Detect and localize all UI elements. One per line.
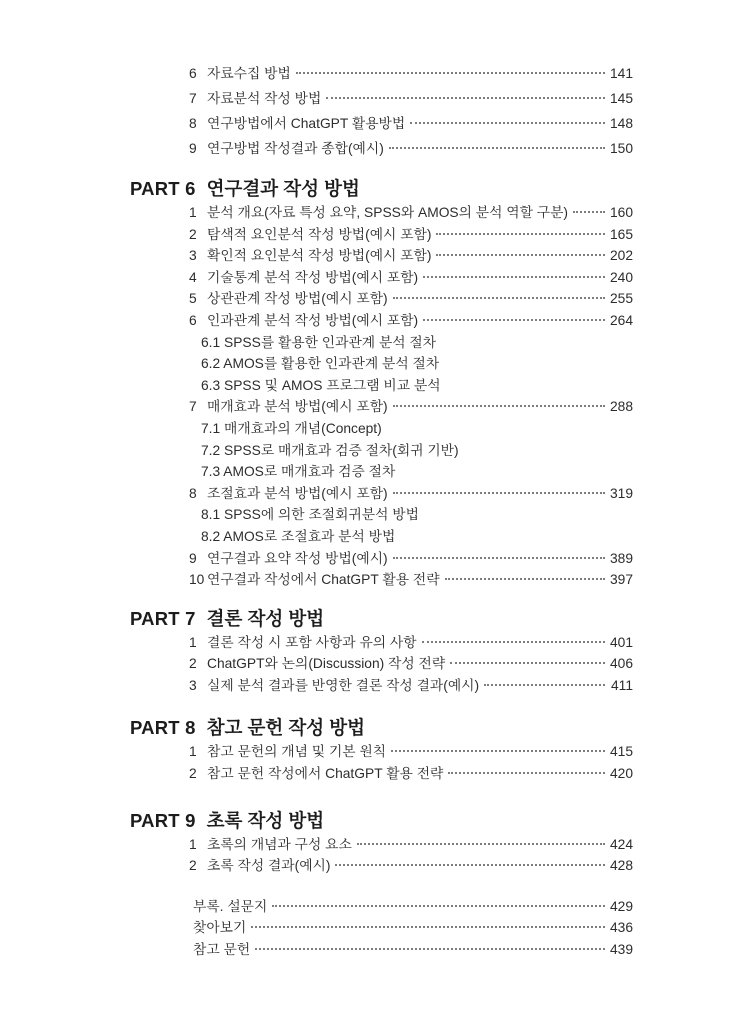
dot-leader	[335, 864, 605, 866]
entry-page: 401	[609, 634, 633, 650]
dot-leader	[436, 254, 605, 256]
toc-sub-entry	[130, 526, 633, 548]
dot-leader	[393, 492, 605, 494]
entry-title: 6.3 SPSS 및 AMOS 프로그램 비교 분석	[201, 377, 441, 393]
entry-title: 연구결과 요약 작성 방법(예시)	[207, 550, 388, 566]
dot-leader	[251, 926, 605, 928]
dot-leader	[423, 276, 605, 278]
entry-title: 인과관계 분석 작성 방법(예시 포함)	[207, 312, 419, 328]
entry-page: 436	[609, 920, 633, 936]
dot-leader	[393, 405, 605, 407]
entry-title: 분석 개요(자료 특성 요약, SPSS와 AMOS의 분석 역할 구분)	[207, 205, 569, 220]
entry-number: 5	[189, 291, 197, 307]
part-heading	[130, 807, 633, 834]
toc-entry	[130, 396, 633, 418]
entry-title: 초록의 개념과 구성 요소	[207, 836, 352, 852]
dot-leader	[326, 97, 605, 99]
toc-entry	[130, 310, 633, 332]
part-heading	[130, 605, 633, 632]
table-of-contents	[130, 61, 633, 961]
toc-entry	[130, 653, 633, 675]
part-label: PART 9	[130, 809, 196, 831]
dot-leader	[255, 948, 605, 950]
dot-leader	[410, 122, 605, 124]
entry-number: 9	[189, 550, 197, 566]
toc-sub-entry	[130, 353, 633, 375]
toc-entry	[130, 763, 633, 785]
toc-sub-entry	[130, 418, 633, 440]
entry-number: 8	[189, 116, 197, 131]
entry-title: 자료수집 방법	[207, 66, 291, 81]
entry-title: 참고 문헌의 개념 및 기본 원칙	[207, 744, 387, 760]
dot-leader	[391, 750, 605, 752]
entry-number: 3	[189, 677, 197, 693]
toc-entry	[130, 136, 633, 161]
entry-title: 참고 문헌 작성에서 ChatGPT 활용 전략	[207, 766, 444, 782]
toc-entry	[130, 834, 633, 856]
entry-title: 기술통계 분석 작성 방법(예시 포함)	[207, 269, 419, 285]
dot-leader	[448, 772, 605, 774]
part-heading	[130, 175, 633, 202]
toc-entry	[130, 288, 633, 310]
dot-leader	[422, 641, 605, 643]
dot-leader	[436, 233, 605, 235]
dot-leader	[296, 72, 605, 74]
dot-leader	[393, 297, 605, 299]
entry-title: 찾아보기	[193, 920, 247, 936]
dot-leader	[484, 684, 605, 686]
dot-leader	[393, 557, 605, 559]
entry-number: 3	[189, 248, 197, 264]
entry-title: 7.2 SPSS로 매개효과 검증 절차(회귀 기반)	[201, 442, 459, 458]
entry-page: 439	[609, 942, 633, 958]
entry-title: 실제 분석 결과를 반영한 결론 작성 결과(예시)	[207, 677, 480, 693]
entry-title: 조절효과 분석 방법(예시 포함)	[207, 485, 388, 501]
entry-title: 참고 문헌	[193, 942, 251, 958]
toc-section-part6	[130, 175, 633, 591]
entry-title: 결론 작성 시 포함 사항과 유의 사항	[207, 634, 417, 650]
entry-page: 428	[609, 858, 633, 874]
toc-entry	[130, 267, 633, 289]
dot-leader	[357, 843, 605, 845]
entry-page: 150	[609, 141, 633, 156]
entry-number: 7	[189, 91, 197, 106]
toc-entry	[130, 224, 633, 246]
entry-title: 탐색적 요인분석 작성 방법(예시 포함)	[207, 226, 432, 242]
entry-number: 2	[189, 656, 197, 672]
entry-page: 240	[609, 269, 633, 285]
entry-number: 1	[189, 634, 197, 650]
part-label: PART 7	[130, 607, 196, 629]
toc-section-part9	[130, 807, 633, 877]
entry-number: 7	[189, 399, 197, 415]
entry-number: 8	[189, 485, 197, 501]
entry-title: 7.1 매개효과의 개념(Concept)	[201, 420, 382, 436]
dot-leader	[389, 147, 605, 149]
dot-leader	[423, 319, 605, 321]
entry-number: 2	[189, 766, 197, 782]
entry-title: 연구방법에서 ChatGPT 활용방법	[207, 116, 406, 131]
toc-section-part7	[130, 605, 633, 697]
entry-page: 420	[609, 766, 633, 782]
entry-title: 자료분석 작성 방법	[207, 91, 322, 106]
entry-number: 6	[189, 66, 197, 81]
toc-entry	[130, 86, 633, 111]
entry-page: 165	[609, 226, 633, 242]
entry-title: 초록 작성 결과(예시)	[207, 858, 331, 874]
toc-entry	[130, 483, 633, 505]
entry-number: 1	[189, 744, 197, 760]
toc-entry	[130, 896, 633, 918]
toc-sub-entry	[130, 332, 633, 354]
entry-title: 7.3 AMOS로 매개효과 검증 절차	[201, 464, 396, 480]
toc-entry	[130, 111, 633, 136]
entry-page: 424	[609, 836, 633, 852]
entry-page: 255	[609, 291, 633, 307]
entry-page: 429	[609, 898, 633, 914]
toc-entry	[130, 548, 633, 570]
entry-number: 2	[189, 858, 197, 874]
toc-section-continuation	[130, 61, 633, 161]
entry-page: 397	[609, 572, 633, 588]
entry-title: 8.1 SPSS에 의한 조절회귀분석 방법	[201, 507, 419, 523]
part-title: 참고 문헌 작성 방법	[206, 717, 366, 739]
toc-entry	[130, 939, 633, 961]
entry-page: 160	[609, 205, 633, 220]
toc-section-back-matter	[130, 896, 633, 961]
toc-sub-entry	[130, 440, 633, 462]
toc-entry	[130, 917, 633, 939]
toc-entry	[130, 675, 633, 697]
entry-page: 415	[609, 744, 633, 760]
entry-page: 264	[609, 312, 633, 328]
entry-number: 10	[189, 572, 205, 588]
entry-title: 확인적 요인분석 작성 방법(예시 포함)	[207, 248, 432, 264]
entry-page: 411	[611, 677, 633, 693]
entry-page: 145	[609, 91, 633, 106]
toc-section-part8	[130, 714, 633, 784]
entry-title: 매개효과 분석 방법(예시 포함)	[207, 399, 388, 415]
part-heading	[130, 714, 633, 741]
entry-number: 4	[189, 269, 197, 285]
entry-number: 2	[189, 226, 197, 242]
dot-leader	[272, 905, 605, 907]
entry-title: 8.2 AMOS로 조절효과 분석 방법	[201, 528, 396, 544]
toc-sub-entry	[130, 375, 633, 397]
entry-title: 6.2 AMOS를 활용한 인과관계 분석 절차	[201, 356, 440, 372]
entry-page: 202	[609, 248, 633, 264]
toc-entry	[130, 855, 633, 877]
dot-leader	[450, 662, 605, 664]
entry-page: 288	[609, 399, 633, 415]
entry-page: 406	[609, 656, 633, 672]
part-label: PART 8	[130, 717, 196, 739]
entry-title: 연구결과 작성에서 ChatGPT 활용 전략	[207, 572, 440, 588]
entry-page: 389	[609, 550, 633, 566]
toc-entry	[130, 245, 633, 267]
entry-title: 부록. 설문지	[193, 898, 268, 914]
toc-entry	[130, 202, 633, 224]
toc-entry	[130, 569, 633, 591]
part-title: 연구결과 작성 방법	[206, 178, 360, 199]
toc-entry	[130, 741, 633, 763]
entry-title: ChatGPT와 논의(Discussion) 작성 전략	[207, 656, 446, 672]
part-title: 초록 작성 방법	[206, 809, 325, 831]
entry-number: 9	[189, 141, 197, 156]
entry-number: 1	[189, 205, 197, 220]
part-label: PART 6	[130, 178, 196, 199]
part-title: 결론 작성 방법	[206, 607, 325, 629]
toc-sub-entry	[130, 504, 633, 526]
toc-sub-entry	[130, 461, 633, 483]
entry-title: 6.1 SPSS를 활용한 인과관계 분석 절차	[201, 334, 437, 350]
toc-entry	[130, 632, 633, 654]
dot-leader	[445, 578, 605, 580]
entry-page: 141	[609, 66, 633, 81]
entry-title: 상관관계 작성 방법(예시 포함)	[207, 291, 388, 307]
entry-page: 319	[609, 485, 633, 501]
entry-number: 1	[189, 836, 197, 852]
entry-page: 148	[609, 116, 633, 131]
toc-entry	[130, 61, 633, 86]
entry-title: 연구방법 작성결과 종합(예시)	[207, 141, 384, 156]
entry-number: 6	[189, 312, 197, 328]
dot-leader	[573, 211, 605, 213]
